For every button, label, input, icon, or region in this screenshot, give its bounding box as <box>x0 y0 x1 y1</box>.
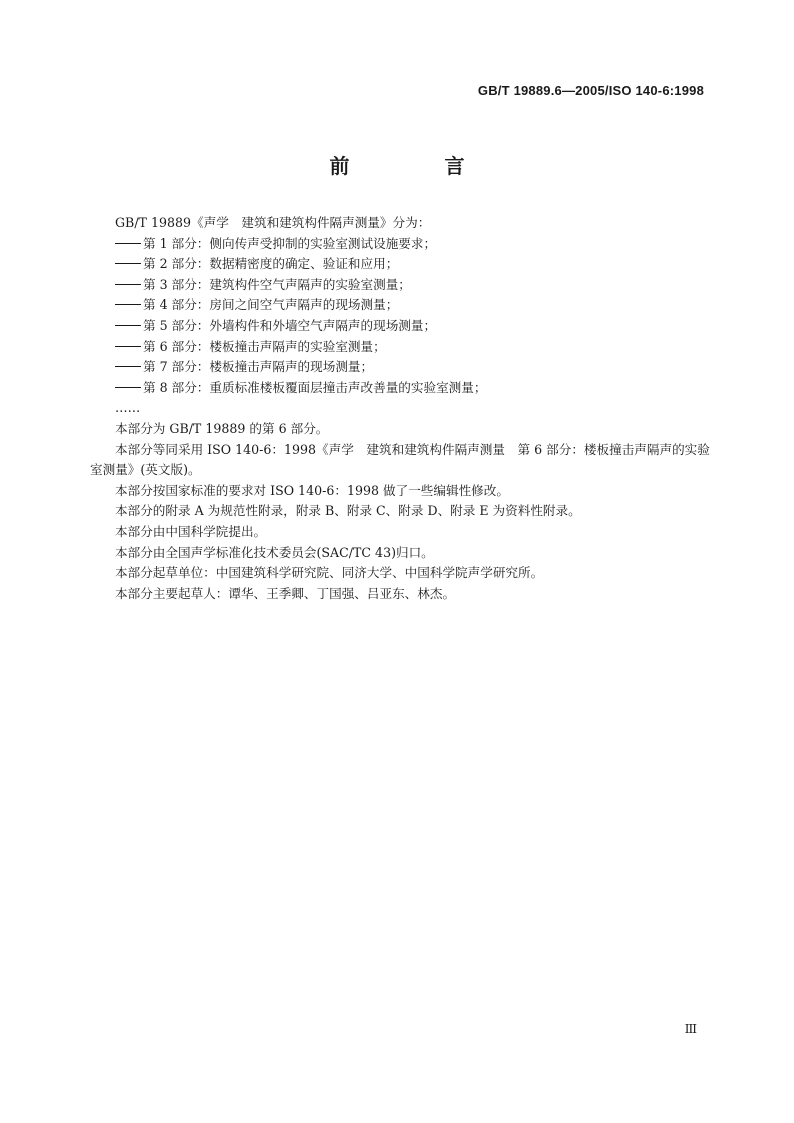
dash-mark <box>115 325 141 326</box>
dash-mark <box>115 387 141 388</box>
intro-line: GB/T 19889《声学 建筑和建筑构件隔声测量》分为： <box>115 215 431 230</box>
paragraph: 本部分按国家标准的要求对 ISO 140-6：1998 做了一些编辑性修改。 <box>115 482 509 498</box>
list-item: 第 8 部分：重质标准楼板覆面层撞击声改善量的实验室测量； <box>90 378 710 399</box>
standard-code: GB/T 19889.6—2005/ISO 140-6:1998 <box>477 83 704 98</box>
list-item: 第 5 部分：外墙构件和外墙空气声隔声的现场测量； <box>90 316 710 337</box>
list-item: 第 1 部分：侧向传声受抑制的实验室测试设施要求； <box>90 234 710 255</box>
list-item: 第 2 部分：数据精密度的确定、验证和应用； <box>90 254 710 275</box>
list-item: 第 3 部分：建筑构件空气声隔声的实验室测量； <box>90 275 710 296</box>
paragraph: 本部分起草单位：中国建筑科学研究院、同济大学、中国科学院声学研究所。 <box>115 565 544 581</box>
ellipsis-line: …… <box>115 400 141 416</box>
foreword-body <box>90 213 710 604</box>
dash-mark <box>115 263 141 264</box>
page-number: III <box>684 1022 696 1036</box>
dash-mark <box>115 366 141 367</box>
dash-mark <box>115 304 141 305</box>
page-title: 前 言 <box>329 154 509 178</box>
list-item: 第 4 部分：房间之间空气声隔声的现场测量； <box>90 295 710 316</box>
paragraph: 本部分主要起草人：谭华、王季卿、丁国强、吕亚东、林杰。 <box>115 585 456 601</box>
paragraph: 本部分的附录 A 为规范性附录，附录 B、附录 C、附录 D、附录 E 为资料性附录。 <box>115 503 581 519</box>
list-item: 第 6 部分：楼板撞击声隔声的实验室测量； <box>90 337 710 358</box>
paragraph: 本部分为 GB/T 19889 的第 6 部分。 <box>115 420 329 436</box>
paragraph: 本部分等同采用 ISO 140-6：1998《声学 建筑和建筑构件隔声测量 第 6 部分：楼板撞击声隔声的实验室测量》(英文版)。 <box>90 441 710 478</box>
paragraph: 本部分由中国科学院提出。 <box>115 523 267 539</box>
list-item: 第 7 部分：楼板撞击声隔声的现场测量； <box>90 357 710 378</box>
dash-mark <box>115 243 141 244</box>
paragraph: 本部分由全国声学标准化技术委员会(SAC/TC 43)归口。 <box>115 544 434 560</box>
dash-mark <box>115 346 141 347</box>
dash-mark <box>115 284 141 285</box>
